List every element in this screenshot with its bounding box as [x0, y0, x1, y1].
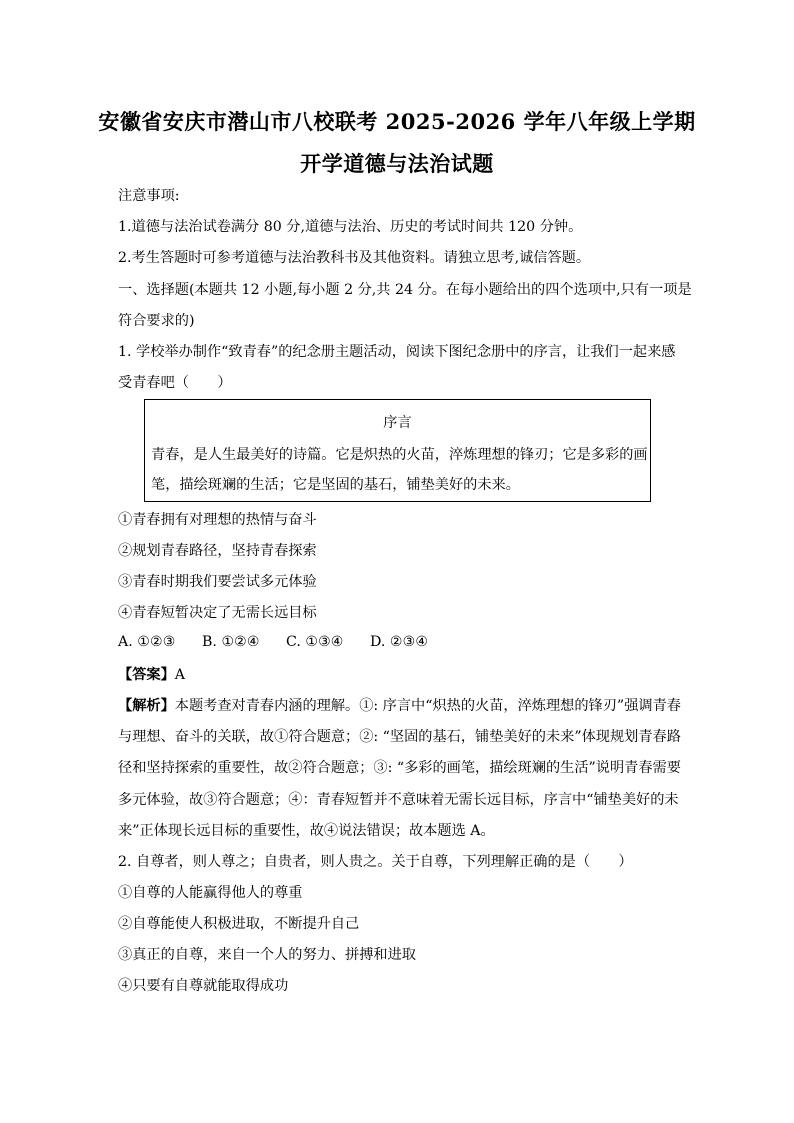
notice-header: 注意事项:: [118, 188, 180, 204]
answer-label: 【答案】: [118, 667, 175, 683]
q2-statement-3: ③真正的自尊，来自一个人的努力、拼搏和进取: [118, 947, 416, 963]
section-instruction-line-2: 符合要求的): [118, 313, 195, 329]
preface-box: [144, 399, 651, 502]
q2-statement-1: ①自尊的人能赢得他人的尊重: [118, 885, 303, 901]
q1-analysis-line-3: 径和坚持探索的重要性，故②符合题意；③: “多彩的画笔，描绘斑斓的生活”说明青春需要: [118, 760, 681, 776]
q1-analysis-line-2: 与理想、奋斗的关联，故①符合题意；②: “坚固的基石，铺垫美好的未来”体现规划青春路: [118, 729, 681, 745]
q1-stem-line-1: 1. 学校举办制作“致青春”的纪念册主题活动，阅读下图纪念册中的序言，让我们一起来感: [118, 344, 676, 360]
q1-options: [118, 634, 428, 650]
preface-line-1: 青春，是人生最美好的诗篇。它是炽热的火苗，淬炼理想的锋刃；它是多彩的画: [151, 447, 648, 463]
q1-answer: [118, 666, 185, 684]
q1-analysis-line-1: [118, 697, 681, 715]
preface-line-2: 笔，描绘斑斓的生活；它是坚固的基石，铺垫美好的未来。: [151, 477, 520, 493]
analysis-text-1: 本题考查对青春内涵的理解。①: 序言中“炽热的火苗，淬炼理想的锋刃”强调青春: [174, 698, 681, 714]
q1-statement-4: ④青春短暂决定了无需长远目标: [118, 605, 317, 621]
q1-option-b: B. ①②④: [202, 634, 260, 650]
q1-statement-3: ③青春时期我们要尝试多元体验: [118, 574, 317, 590]
q1-option-d: D. ②③④: [370, 634, 429, 650]
q1-option-c: C. ①③④: [286, 634, 344, 650]
notice-item-1: 1.道德与法治试卷满分 80 分,道德与法治、历史的考试时间共 120 分钟。: [118, 219, 583, 235]
q2-stem: 2. 自尊者，则人尊之；自贵者，则人贵之。关于自尊，下列理解正确的是（ ）: [118, 854, 633, 870]
exam-title-line-2: 开学道德与法治试题: [300, 151, 494, 176]
exam-title-line-1: 安徽省安庆市潜山市八校联考 2025-2026 学年八年级上学期: [98, 109, 696, 134]
q2-statement-2: ②自尊能使人积极进取，不断提升自己: [118, 916, 360, 932]
q2-statement-4: ④只要有自尊就能取得成功: [118, 978, 289, 994]
q1-analysis-line-4: 多元体验，故③符合题意；④：青春短暂并不意味着无需长远目标，序言中“铺垫美好的未: [118, 792, 679, 808]
answer-value: A: [174, 667, 186, 683]
q1-statement-2: ②规划青春路径，坚持青春探索: [118, 543, 317, 559]
preface-title: 序言: [383, 415, 412, 431]
q1-analysis-line-5: 来”正体现长远目标的重要性，故④说法错误；故本题选 A。: [118, 823, 495, 839]
q1-option-a: A. ①②③: [118, 634, 176, 650]
notice-item-2: 2.考生答题时可参考道德与法治教科书及其他资料。请独立思考,诚信答题。: [118, 250, 591, 266]
section-instruction-line-1: 一、选择题(本题共 12 小题,每小题 2 分,共 24 分。在每小题给出的四个选项中,只有一项是: [118, 282, 692, 298]
q1-statement-1: ①青春拥有对理想的热情与奋斗: [118, 512, 317, 528]
q1-stem-line-2: 受青春吧（ ）: [118, 375, 232, 391]
analysis-label: 【解析】: [118, 698, 175, 714]
